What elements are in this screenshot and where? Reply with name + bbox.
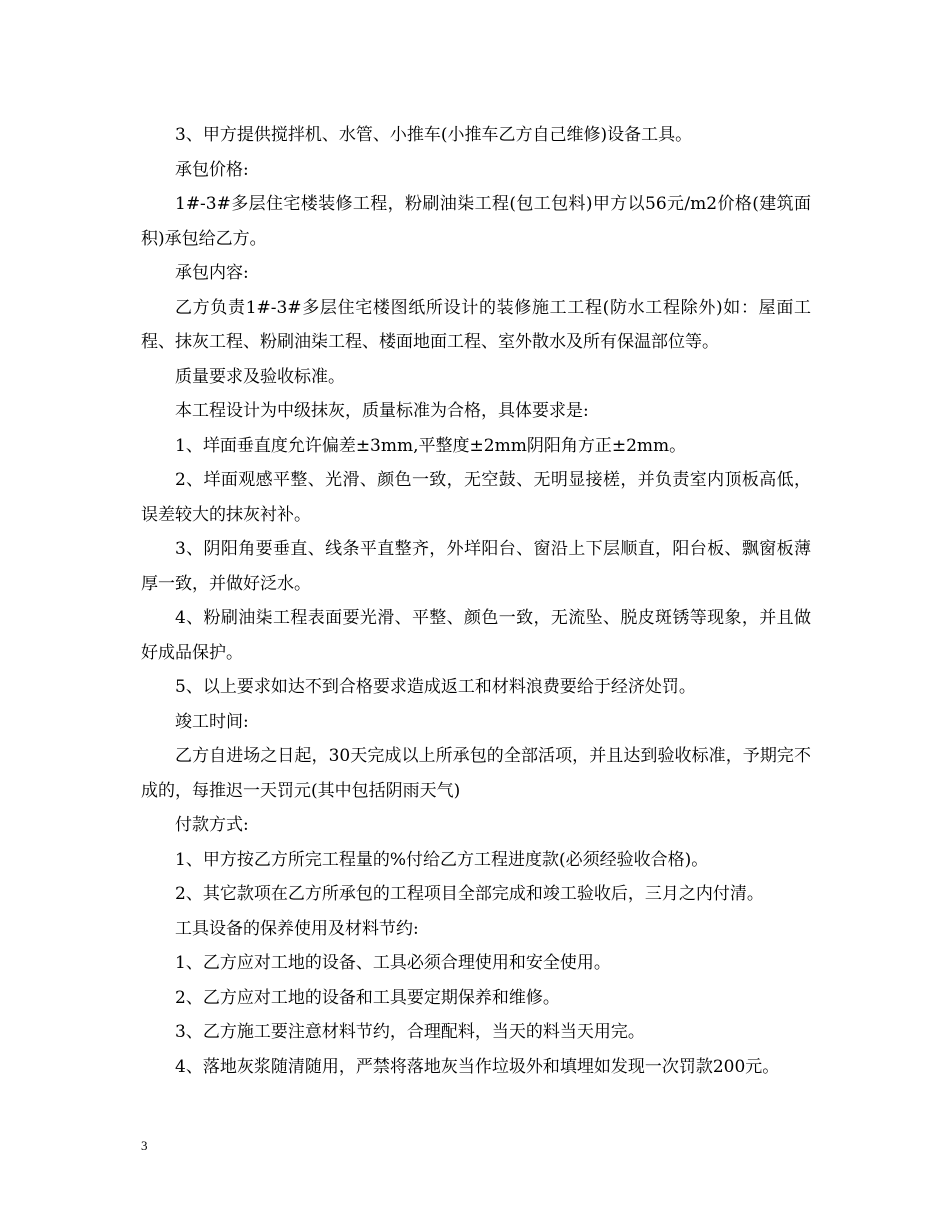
- section-heading: 承包内容:: [175, 263, 249, 283]
- list-item: 4、粉刷油柒工程表面要光滑、平整、颜色一致，无流坠、脱皮斑锈等现象，并且做好成品保护。: [141, 608, 811, 663]
- list-item: 3、阴阳角要垂直、线条平直整齐，外垟阳台、窗沿上下层顺直，阳台板、飘窗板薄厚一致，并做好泛水。: [141, 539, 811, 594]
- list-item: 3、乙方施工要注意材料节约，合理配料，当天的料当天用完。: [175, 1022, 645, 1042]
- section-heading: 付款方式:: [175, 815, 249, 835]
- list-item: 1、甲方按乙方所完工程量的%付给乙方工程进度款(必须经验收合格)。: [175, 849, 709, 870]
- list-item: 5、以上要求如达不到合格要求造成返工和材料浪费要给于经济处罚。: [175, 677, 696, 697]
- section-heading: 工具设备的保养使用及材料节约:: [175, 918, 419, 939]
- paragraph: 乙方负责1#-3#多层住宅楼图纸所设计的装修施工工程(防水工程除外)如：屋面工程、抹灰工程、粉刷油柒工程、楼面地面工程、室外散水及所有保温部位等。: [141, 297, 811, 352]
- page-number: 3: [141, 1138, 148, 1153]
- list-item: 1、垟面垂直度允许偏差±3mm,平整度±2mm阴阳角方正±2mm。: [175, 435, 687, 456]
- list-item: 4、落地灰浆随清随用，严禁将落地灰当作垃圾外和填埋如发现一次罚款200元。: [175, 1056, 780, 1077]
- list-item: 2、垟面观感平整、光滑、颜色一致，无空鼓、无明显接槎，并负责室内顶板高低，误差较大的抹灰衬补。: [141, 470, 811, 525]
- document-body: [141, 118, 811, 1084]
- paragraph: 3、甲方提供搅拌机、水管、小推车(小推车乙方自己维修)设备工具。: [175, 125, 693, 145]
- paragraph: 本工程设计为中级抹灰，质量标准为合格，具体要求是:: [175, 401, 589, 421]
- section-heading: 质量要求及验收标准。: [175, 366, 345, 387]
- section-heading: 竣工时间:: [175, 711, 249, 732]
- list-item: 1、乙方应对工地的设备、工具必须合理使用和安全使用。: [175, 953, 611, 973]
- paragraph: 1#-3#多层住宅楼装修工程，粉刷油柒工程(包工包料)甲方以56元/m2价格(建筑面积)承包给乙方。: [141, 194, 811, 249]
- list-item: 2、乙方应对工地的设备和工具要定期保养和维修。: [175, 987, 560, 1008]
- paragraph: 乙方自进场之日起，30天完成以上所承包的全部活项，并且达到验收标准，予期完不成的，每推迟一天罚元(其中包括阴雨天气): [141, 746, 811, 801]
- section-heading: 承包价格:: [175, 159, 249, 180]
- list-item: 2、其它款项在乙方所承包的工程项目全部完成和竣工验收后，三月之内付清。: [175, 884, 764, 904]
